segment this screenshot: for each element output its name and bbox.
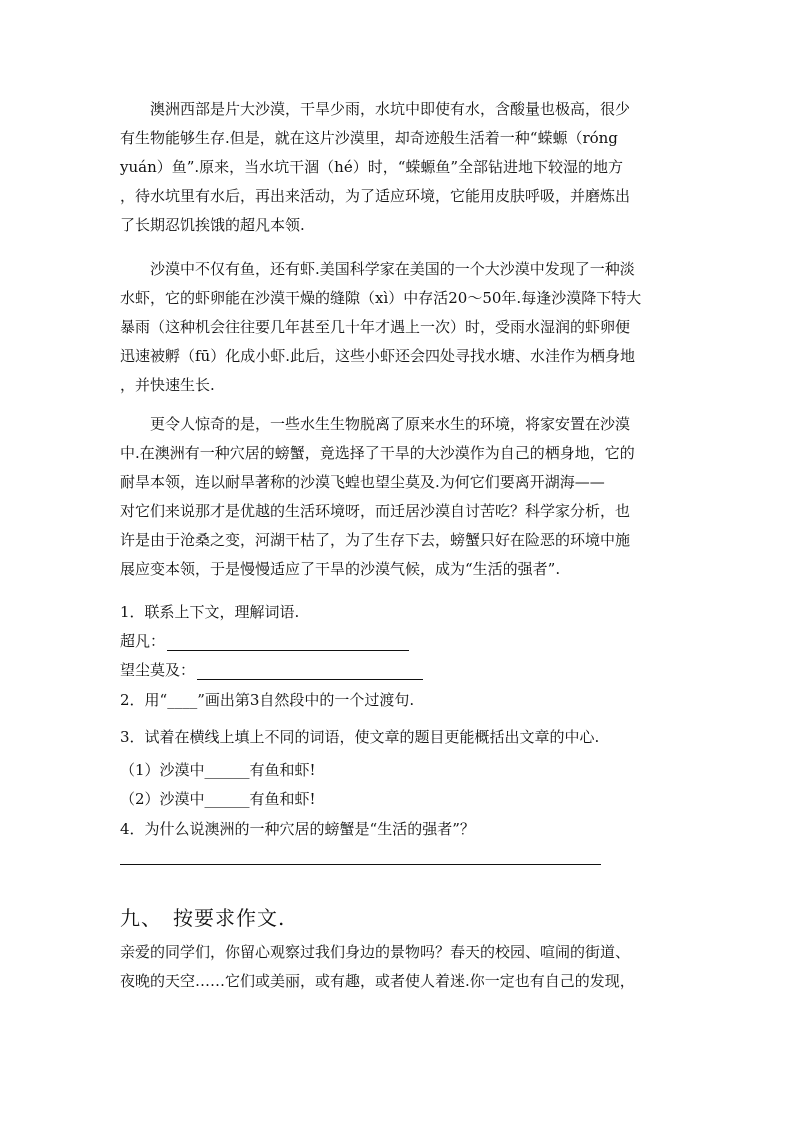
- answer-line[interactable]: [120, 864, 601, 865]
- blank-marker: ____: [167, 691, 198, 709]
- question-text: 2．用“: [120, 691, 168, 709]
- text-line: 沙漠中不仅有鱼，还有虾.美国科学家在美国的一个大沙漠中发现了一种淡: [120, 260, 635, 278]
- question-text: （2）沙漠中: [120, 790, 205, 808]
- question-1: 1．联系上下文，理解词语.: [120, 603, 300, 621]
- text-line: 耐旱本领，连以耐旱著称的沙漠飞蝗也望尘莫及.为何它们要离开湖海——: [120, 473, 605, 491]
- text-line: 水虾，它的虾卵能在沙漠干燥的缝隙（xì）中存活20～50年.每逢沙漠降下特大: [120, 289, 642, 307]
- section-9-prompt: [120, 938, 680, 996]
- text-line: yuán）鱼”.原来，当水坑干涸（hé）时，“蝾螈鱼”全部钻进地下较湿的地方: [120, 158, 624, 176]
- text-line: 有生物能够生存.但是，就在这片沙漠里，却奇迹般生活着一种“蝾螈（róng: [120, 129, 618, 147]
- text-line: 展应变本领，于是慢慢适应了干旱的沙漠气候，成为“生活的强者”.: [120, 560, 561, 578]
- answer-line[interactable]: [167, 649, 409, 651]
- text-line: 许是由于沧桑之变，河湖干枯了，为了生存下去，螃蟹只好在险恶的环境中施: [120, 531, 631, 549]
- term-label: 超凡：: [120, 632, 166, 650]
- question-3a: [120, 760, 316, 780]
- passage-paragraph-2: [120, 255, 680, 400]
- term-label: 望尘莫及：: [120, 661, 196, 679]
- text-line: 对它们来说那才是优越的生活环境呀，而迁居沙漠自讨苦吃？科学家分析，也: [120, 502, 631, 520]
- text-line: 迅速被孵（fū）化成小虾.此后，这些小虾还会四处寻找水塘、水洼作为栖身地: [120, 347, 635, 365]
- question-text: 有鱼和虾!: [249, 761, 316, 779]
- answer-line[interactable]: [197, 678, 423, 680]
- text-line: 了长期忍饥挨饿的超凡本领.: [120, 216, 305, 234]
- question-text: 有鱼和虾!: [249, 790, 316, 808]
- question-4: 4．为什么说澳洲的一种穴居的螃蟹是“生活的强者”？: [120, 820, 475, 838]
- passage-paragraph-3: [120, 410, 680, 584]
- question-1a: [120, 631, 409, 651]
- text-line: ，待水坑里有水后，再出来活动，为了适应环境，它能用皮肤呼吸，并磨炼出: [120, 187, 631, 205]
- passage-paragraph-1: [120, 95, 680, 240]
- text-line: 亲爱的同学们，你留心观察过我们身边的景物吗？春天的校园、喧闹的街道、: [120, 943, 631, 961]
- question-3b: [120, 789, 316, 809]
- question-2: [120, 690, 414, 710]
- text-line: 澳洲西部是片大沙漠，干旱少雨，水坑中即使有水，含酸量也极高，很少: [120, 100, 631, 118]
- question-3: 3．试着在横线上填上不同的词语，使文章的题目更能概括出文章的中心.: [120, 728, 600, 746]
- question-text: （1）沙漠中: [120, 761, 205, 779]
- question-text: ”画出第3自然段中的一个过渡句.: [197, 691, 415, 709]
- text-line: 夜晚的天空……它们或美丽，或有趣，或者使人着迷.你一定也有自己的发现，: [120, 972, 635, 990]
- text-line: 中.在澳洲有一种穴居的螃蟹，竟选择了干旱的大沙漠作为自己的栖身地，它的: [120, 444, 635, 462]
- fill-blank[interactable]: ______: [204, 790, 250, 808]
- text-line: 更令人惊奇的是，一些水生生物脱离了原来水生的环境，将家安置在沙漠: [120, 415, 631, 433]
- fill-blank[interactable]: ______: [204, 761, 250, 779]
- section-9-title: 九、 按要求作文.: [120, 906, 286, 930]
- question-1b: [120, 660, 423, 680]
- text-line: 暴雨（这种机会往往要几年甚至几十年才遇上一次）时，受雨水湿润的虾卵便: [120, 318, 631, 336]
- text-line: ，并快速生长.: [120, 376, 215, 394]
